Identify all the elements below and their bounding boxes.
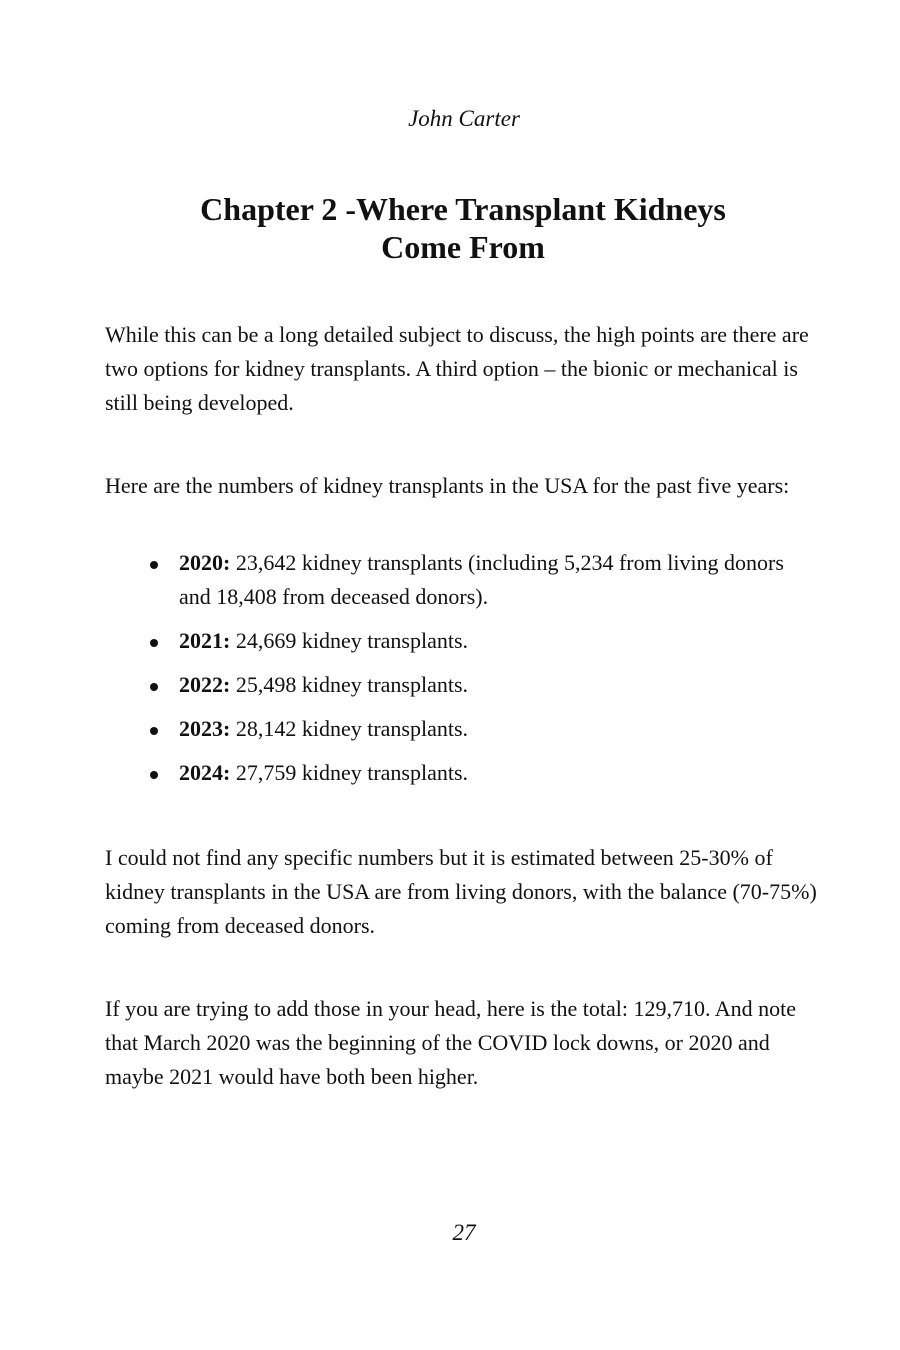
list-item-text: 28,142 kidney transplants.	[230, 716, 469, 741]
list-item	[150, 624, 821, 658]
chapter-title-line-1: Chapter 2 -Where Transplant Kidneys	[200, 191, 726, 227]
bullet-icon	[150, 561, 158, 569]
list-item	[150, 712, 821, 746]
list-item-text: 27,759 kidney transplants.	[230, 760, 469, 785]
list-item-year: 2020:	[179, 550, 231, 575]
running-head-author: John Carter	[408, 106, 520, 131]
list-item-year: 2023:	[179, 716, 231, 741]
paragraph-total: If you are trying to add those in your head, here is the total: 129,710. And note that March 2020 was the beginning of the COVID lock downs, or 2020 and maybe 2021 would have both been higher.	[105, 996, 797, 1089]
chapter-title-line-2: Come From	[381, 229, 545, 265]
bullet-icon	[150, 771, 158, 779]
chapter-title	[105, 190, 821, 266]
list-item	[150, 756, 821, 790]
list-item-text: 24,669 kidney transplants.	[230, 628, 469, 653]
paragraph-intro: While this can be a long detailed subject to discuss, the high points are there are two options for kidney transplants. A third option – the bionic or mechanical is still being developed.	[105, 322, 809, 415]
transplant-list	[150, 546, 821, 800]
bullet-icon	[150, 683, 158, 691]
bullet-icon	[150, 727, 158, 735]
list-item	[150, 546, 821, 614]
paragraph-numbers-intro: Here are the numbers of kidney transplants in the USA for the past five years:	[105, 473, 790, 498]
list-item-text: 23,642 kidney transplants (including 5,234 from living donors and 18,408 from deceased donors).	[179, 550, 784, 609]
list-item	[150, 668, 821, 702]
list-item-year: 2024:	[179, 760, 231, 785]
paragraph-living-donor-estimate: I could not find any specific numbers but it is estimated between 25-30% of kidney transplants in the USA are from living donors, with the balance (70-75%) coming from deceased donors.	[105, 845, 817, 938]
page-number: 27	[452, 1220, 476, 1245]
bullet-icon	[150, 639, 158, 647]
list-item-year: 2022:	[179, 672, 231, 697]
list-item-text: 25,498 kidney transplants.	[230, 672, 469, 697]
list-item-year: 2021:	[179, 628, 231, 653]
